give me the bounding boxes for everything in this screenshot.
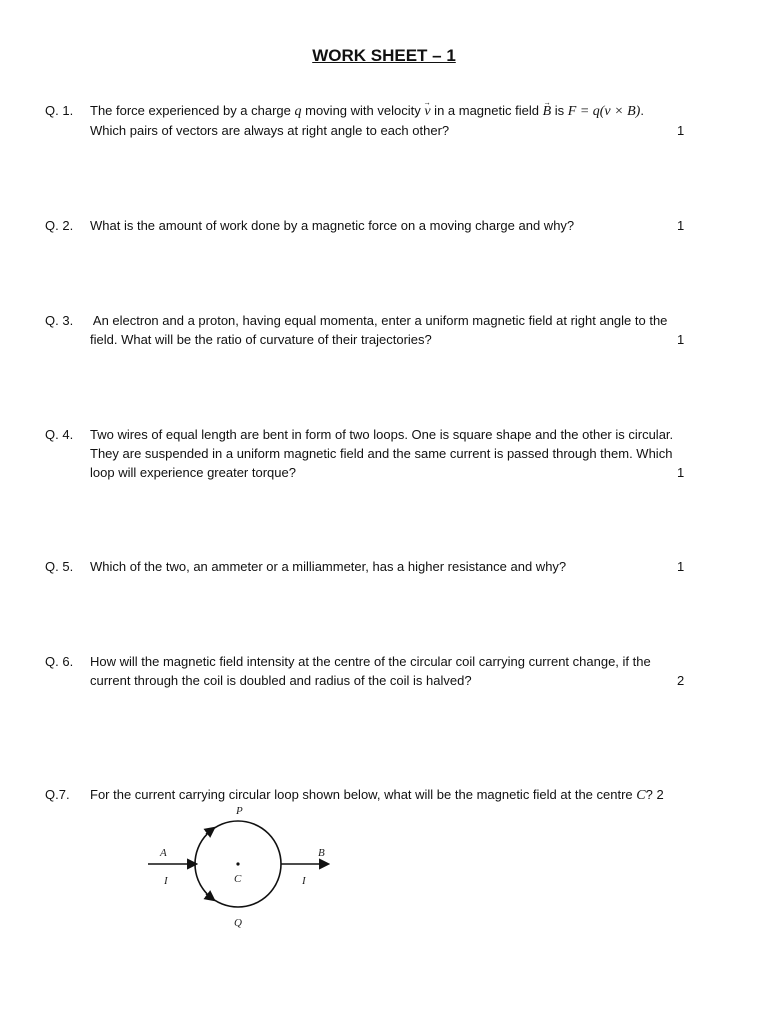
lower-current-arrow [206,894,214,900]
question-6-line-1: How will the magnetic field intensity at the centre of the circular coil carrying current change, if the [90,654,651,669]
question-4-line-3: loop will experience greater torque? [90,465,296,480]
label-i-right: I [302,875,306,887]
question-6-line-2: current through the coil is doubled and radius of the coil is halved? [90,673,472,688]
label-q: Q [234,917,242,929]
question-2-number: Q. 2. [45,218,74,233]
circular-loop-figure [140,804,340,934]
question-3-line-2: field. What will be the ratio of curvature of their trajectories? [90,332,432,347]
label-a: A [160,847,167,859]
question-4-line-1: Two wires of equal length are bent in form of two loops. One is square shape and the other is circular. [90,427,674,442]
q1-text-c: in a magnetic field [430,103,543,118]
label-i-left: I [164,875,168,887]
question-4-number: Q. 4. [45,427,74,442]
question-1-marks: 1 [677,123,685,138]
q1-text-a: The force experienced by a charge [90,103,295,118]
label-b: B [318,847,325,859]
q1-vec-v: v → [424,102,430,121]
label-p: P [236,805,243,817]
q1-var-q: q [294,104,302,119]
q1-text-d: is [551,103,568,118]
question-4-line-2: They are suspended in a uniform magnetic field and the same current is passed through them. Which [90,446,673,461]
q1-text-e: . [640,103,644,118]
question-6-marks: 2 [677,673,685,688]
question-7-line-1 [90,785,664,805]
question-3-number: Q. 3. [45,313,74,328]
q7-var-c: C [636,788,646,803]
question-1-number: Q. 1. [45,103,74,118]
question-3-marks: 1 [677,332,685,347]
question-6-number: Q. 6. [45,654,74,669]
question-5-marks: 1 [677,559,685,574]
q1-text-b: moving with velocity [301,103,425,118]
question-7-number: Q.7. [45,787,70,802]
q7-text-b: ? 2 [645,787,664,802]
question-2-marks: 1 [677,218,685,233]
question-5-line-1: Which of the two, an ammeter or a milliammeter, has a higher resistance and why? [90,559,567,574]
question-2-line-1: What is the amount of work done by a magnetic force on a moving charge and why? [90,218,575,233]
q1-formula: F = q(v × B) [567,104,641,119]
question-1-line-1 [90,101,644,121]
centre-point [236,862,239,865]
label-c: C [234,873,242,885]
upper-current-arrow [206,828,214,834]
question-5-number: Q. 5. [45,559,74,574]
page-title: WORK SHEET – 1 [312,46,456,65]
q1-vec-b: B → [543,102,552,121]
question-4-marks: 1 [677,465,685,480]
question-1-line-2: Which pairs of vectors are always at right angle to each other? [90,123,450,138]
question-3-line-1: An electron and a proton, having equal momenta, enter a uniform magnetic field at right angle to the [90,313,668,328]
q7-text-a: For the current carrying circular loop shown below, what will be the magnetic field at the centre [90,787,637,802]
